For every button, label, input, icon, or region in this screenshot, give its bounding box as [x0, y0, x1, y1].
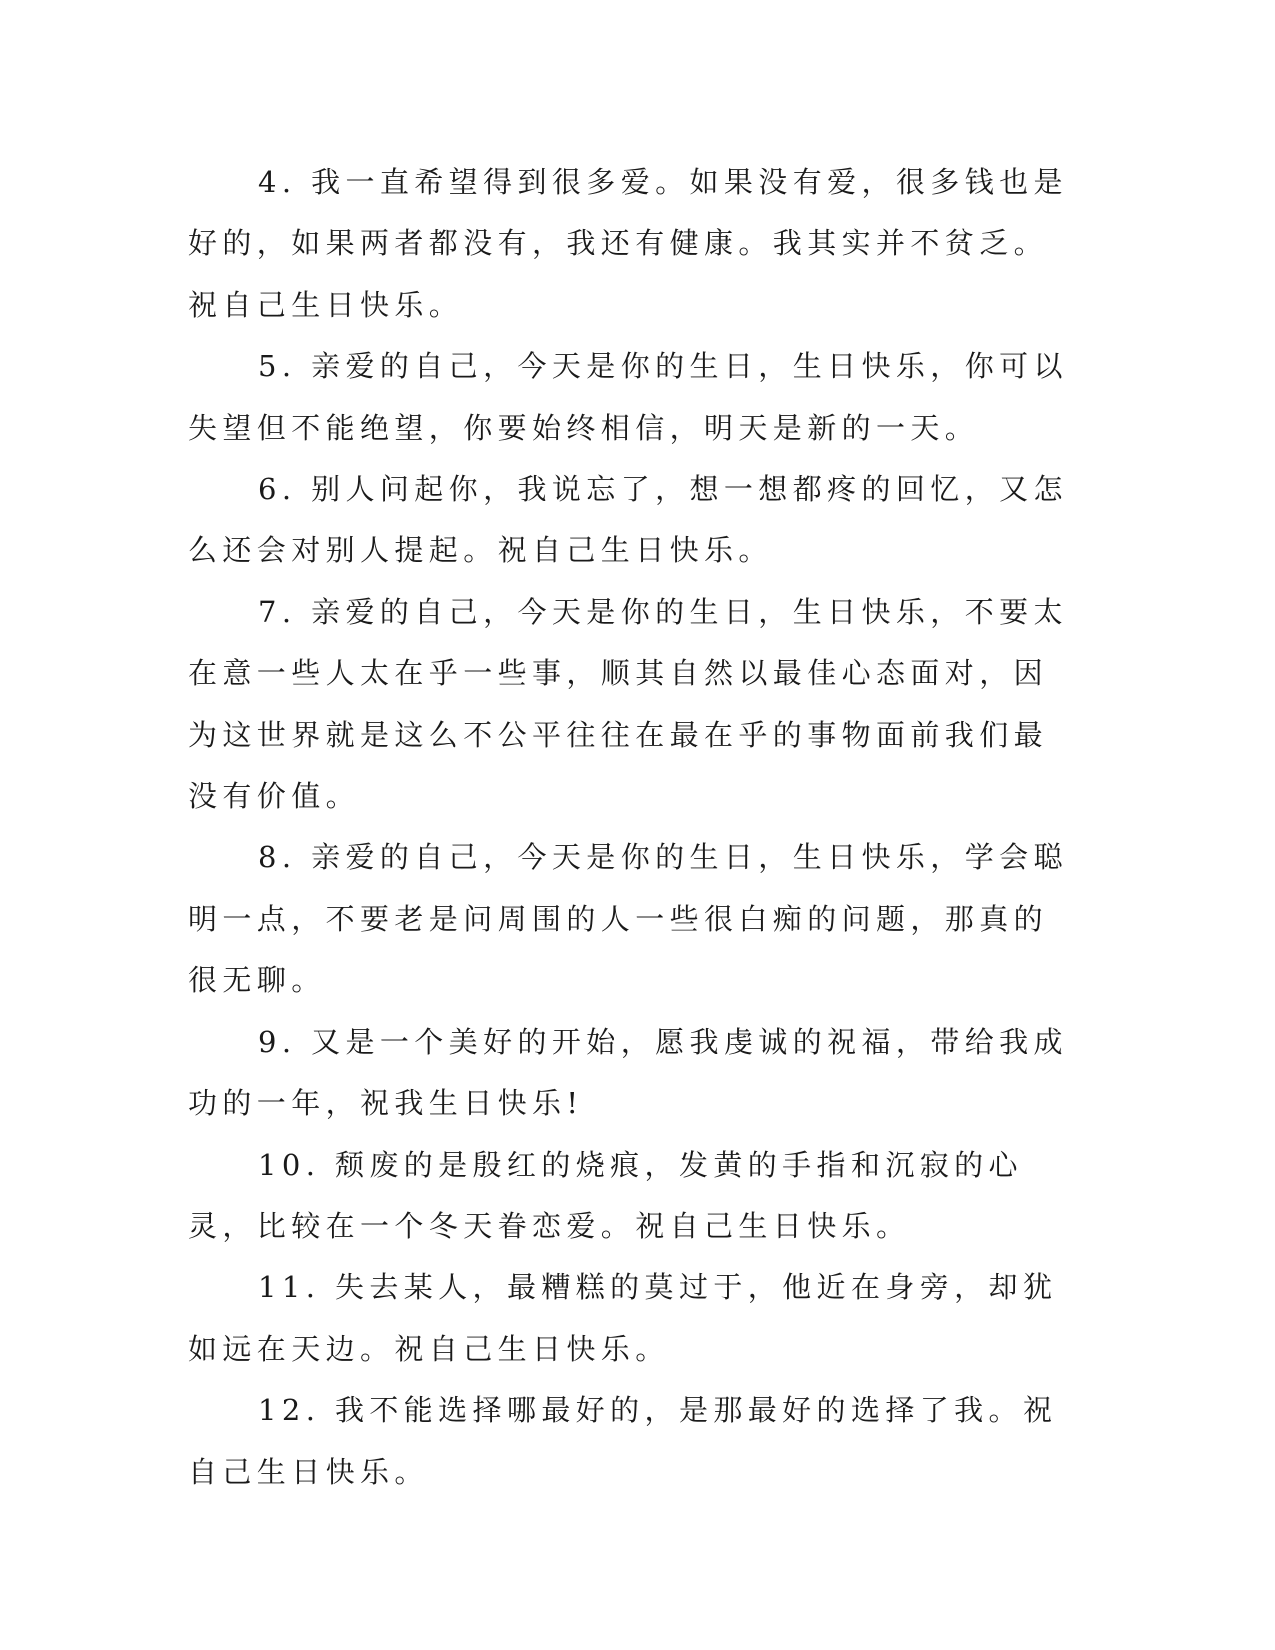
paragraph-9: 9. 又是一个美好的开始，愿我虔诚的祝福，带给我成功的一年，祝我生日快乐! — [188, 1024, 1068, 1121]
paragraph-7: 7. 亲爱的自己，今天是你的生日，生日快乐，不要太在意一些人太在乎一些事，顺其自然以最佳心态面对，因为这世界就是这么不公平往往在最在乎的事物面前我们最没有价值。 — [188, 594, 1068, 814]
paragraph-8: 8. 亲爱的自己，今天是你的生日，生日快乐，学会聪明一点，不要老是问周围的人一些很白痴的问题，那真的很无聊。 — [188, 840, 1068, 998]
document-body — [188, 152, 1074, 1503]
paragraph-11: 11. 失去某人，最糟糕的莫过于，他近在身旁，却犹如远在天边。祝自己生日快乐。 — [188, 1270, 1058, 1366]
paragraph-10: 10. 颓废的是殷红的烧痕，发黄的手指和沉寂的心灵，比较在一个冬天眷恋爱。祝自己生日快乐。 — [188, 1147, 1023, 1243]
paragraph-4: 4. 我一直希望得到很多爱。如果没有爱，很多钱也是好的，如果两者都没有，我还有健康。我其实并不贫乏。祝自己生日快乐。 — [188, 165, 1068, 322]
paragraph-6: 6. 别人问起你，我说忘了，想一想都疼的回忆，又怎么还会对别人提起。祝自己生日快乐。 — [188, 472, 1068, 568]
paragraph-5: 5. 亲爱的自己，今天是你的生日，生日快乐，你可以失望但不能绝望，你要始终相信，明天是新的一天。 — [188, 349, 1068, 445]
paragraph-12: 12. 我不能选择哪最好的，是那最好的选择了我。祝自己生日快乐。 — [188, 1393, 1058, 1489]
